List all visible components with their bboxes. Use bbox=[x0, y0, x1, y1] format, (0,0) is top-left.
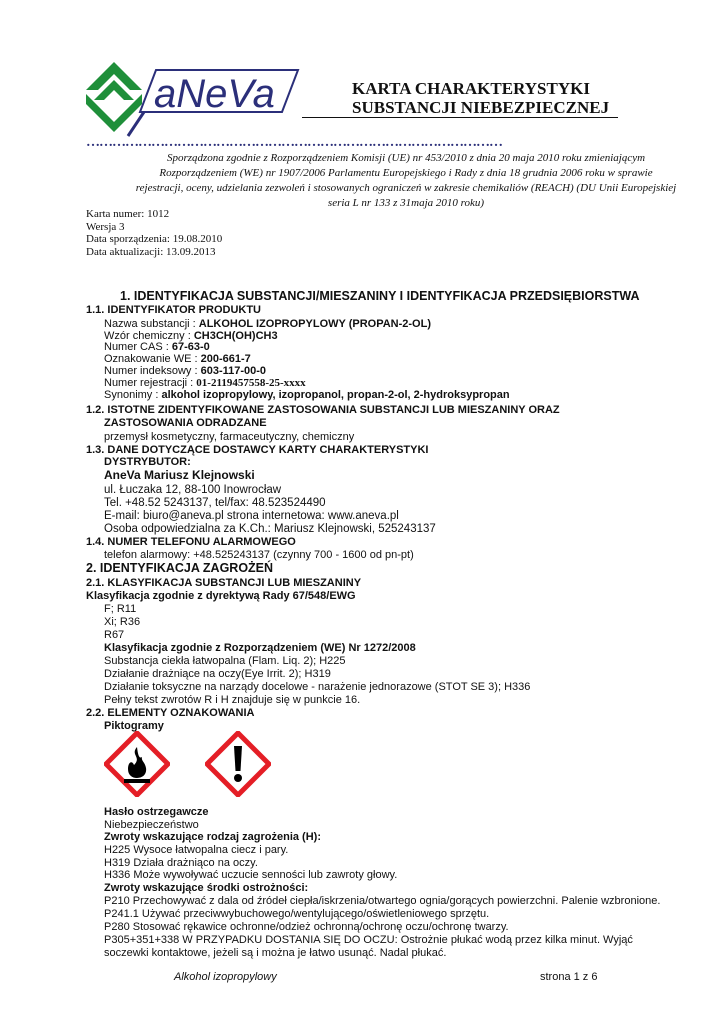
section-1-2-title: 1.2. ISTOTNE ZIDENTYFIKOWANE ZASTOSOWANIA SUBSTANCJI LUB MIESZANINY ORAZ bbox=[86, 404, 560, 416]
class-r67: R67 bbox=[104, 629, 125, 641]
date-updated: Data aktualizacji: 13.09.2013 bbox=[86, 245, 216, 258]
statement-p305-cont: soczewki kontaktowe, jeżeli są i można je łatwo usunąć. Nadal płukać. bbox=[104, 947, 447, 959]
classification-regulation-title: Klasyfikacja zgodnie z Rozporządzeniem (WE) Nr 1272/2008 bbox=[104, 642, 416, 654]
section-1-1-title: 1.1. IDENTYFIKATOR PRODUKTU bbox=[86, 304, 261, 316]
section-2-title: 2. IDENTYFIKACJA ZAGROŻEŃ bbox=[86, 561, 274, 575]
doc-title-line1: KARTA CHARAKTERYSTYKI bbox=[352, 79, 590, 98]
chemical-formula: Wzór chemiczny : CH3CH(OH)CH3 bbox=[104, 330, 278, 342]
statement-h225: H225 Wysoce łatwopalna ciecz i pary. bbox=[104, 844, 289, 856]
hazard-h225: Substancja ciekła łatwopalna (Flam. Liq. 2); H225 bbox=[104, 655, 346, 667]
company-address: ul. Łuczaka 12, 88-100 Inowrocław bbox=[104, 484, 282, 496]
statement-p210: P210 Przechowywać z dala od źródeł ciepła/iskrzenia/otwartego ognia/gorących powierzchni. Palenie wzbronione. bbox=[104, 895, 661, 907]
precautionary-title: Zwroty wskazujące środki ostrożności: bbox=[104, 882, 309, 894]
pictograms-label: Piktogramy bbox=[104, 720, 164, 732]
section-1-3-title: 1.3. DANE DOTYCZĄCE DOSTAWCY KARTY CHARAKTERYSTYKI bbox=[86, 444, 429, 456]
statement-p305: P305+351+338 W PRZYPADKU DOSTANIA SIĘ DO OCZU: Ostrożnie płukać wodą przez kilka minut. Wyjąć bbox=[104, 934, 633, 946]
index-number: Numer indeksowy : 603-117-00-0 bbox=[104, 365, 267, 377]
registration-number: Numer rejestracji : 01-2119457558-25-xxxx bbox=[104, 377, 306, 389]
version: Wersja 3 bbox=[86, 220, 125, 233]
statement-p241: P241.1 Używać przeciwwybuchowego/wentylującego/oświetleniowego sprzętu. bbox=[104, 908, 490, 920]
ghs02-flame-icon bbox=[104, 731, 170, 797]
regulation-intro: Sporządzona zgodnie z Rozporządzeniem Komisji (UE) nr 453/2010 z dnia 20 maja 2010 roku zmieniającym Rozporządzeniem (WE) nr 1907/2006 Parlamentu Europejskiego i Rady z dnia 18 grudnia 2006 roku w sprawie rejestracji, oceny, udzielania zezwoleń i stosowanych ograniczeń w zakresie chemikaliów (REACH) (DU Unii Europejskiej seria L nr 133 z 31maja 2010 roku) bbox=[135, 152, 677, 209]
dotted-rule: …………………………………………………………………………………… bbox=[86, 135, 502, 150]
company-email: E-mail: biuro@aneva.pl strona internetowa: www.aneva.pl bbox=[104, 510, 399, 522]
section-1-title: 1. IDENTYFIKACJA SUBSTANCJI/MIESZANINY I IDENTYFIKACJA PRZEDSIĘBIORSTWA bbox=[120, 289, 640, 303]
section-2-2-title: 2.2. ELEMENTY OZNAKOWANIA bbox=[86, 707, 255, 719]
footer-page-number: strona 1 z 6 bbox=[540, 971, 598, 983]
signal-word-label: Hasło ostrzegawcze bbox=[104, 806, 209, 818]
statement-p280: P280 Stosować rękawice ochronne/odzież ochronną/ochronę oczu/ochronę twarzy. bbox=[104, 921, 509, 933]
responsible-person: Osoba odpowiedzialna za K.Ch.: Mariusz Klejnowski, 525243137 bbox=[104, 523, 436, 535]
statement-h336: H336 Może wywoływać uczucie senności lub zawroty głowy. bbox=[104, 869, 398, 881]
company-logo bbox=[84, 60, 304, 140]
signal-word: Niebezpieczeństwo bbox=[104, 819, 199, 831]
section-2-1-title: 2.1. KLASYFIKACJA SUBSTANCJI LUB MIESZANINY bbox=[86, 577, 362, 589]
section-1-2-title-cont: ZASTOSOWANIA ODRADZANE bbox=[104, 417, 267, 429]
footer-product-name: Alkohol izopropylowy bbox=[174, 971, 277, 983]
emergency-phone: telefon alarmowy: +48.525243137 (czynny 700 - 1600 od pn-pt) bbox=[104, 549, 414, 561]
classification-directive-title: Klasyfikacja zgodnie z dyrektywą Rady 67/548/EWG bbox=[86, 590, 356, 602]
card-number: Karta numer: 1012 bbox=[86, 208, 170, 220]
uses-text: przemysł kosmetyczny, farmaceutyczny, chemiczny bbox=[104, 431, 355, 443]
full-text-note: Pełny tekst zwrotów R i H znajduje się w punkcie 16. bbox=[104, 694, 361, 706]
hazard-h319: Działanie drażniące na oczy(Eye Irrit. 2); H319 bbox=[104, 668, 331, 680]
statement-h319: H319 Działa drażniąco na oczy. bbox=[104, 857, 258, 869]
ec-number: Oznakowanie WE : 200-661-7 bbox=[104, 353, 251, 365]
company-phone: Tel. +48.52 5243137, tel/fax: 48.523524490 bbox=[104, 497, 326, 509]
date-created: Data sporządzenia: 19.08.2010 bbox=[86, 233, 223, 245]
hazard-statements-title: Zwroty wskazujące rodzaj zagrożenia (H): bbox=[104, 831, 321, 843]
title-underline bbox=[302, 117, 618, 118]
document-meta bbox=[86, 208, 222, 258]
substance-name: Nazwa substancji : ALKOHOL IZOPROPYLOWY (PROPAN-2-OL) bbox=[104, 318, 431, 330]
distributor-label: DYSTRYBUTOR: bbox=[104, 456, 191, 468]
synonyms: Synonimy : alkohol izopropylowy, izopropanol, propan-2-ol, 2-hydroksypropan bbox=[104, 389, 510, 401]
logo-wordmark: aNeVa bbox=[154, 72, 275, 116]
logo-diamond-icon bbox=[86, 62, 142, 132]
class-xi: Xi; R36 bbox=[104, 616, 141, 628]
hazard-h336: Działanie toksyczne na narządy docelowe - narażenie jednorazowe (STOT SE 3); H336 bbox=[104, 681, 531, 693]
company-name: AneVa Mariusz Klejnowski bbox=[104, 468, 255, 482]
class-f: F; R11 bbox=[104, 603, 137, 615]
cas-number: Numer CAS : 67-63-0 bbox=[104, 341, 210, 353]
ghs07-exclamation-icon bbox=[205, 731, 271, 797]
doc-title-line2: SUBSTANCJI NIEBEZPIECZNEJ bbox=[352, 98, 610, 117]
section-1-4-title: 1.4. NUMER TELEFONU ALARMOWEGO bbox=[86, 536, 296, 548]
